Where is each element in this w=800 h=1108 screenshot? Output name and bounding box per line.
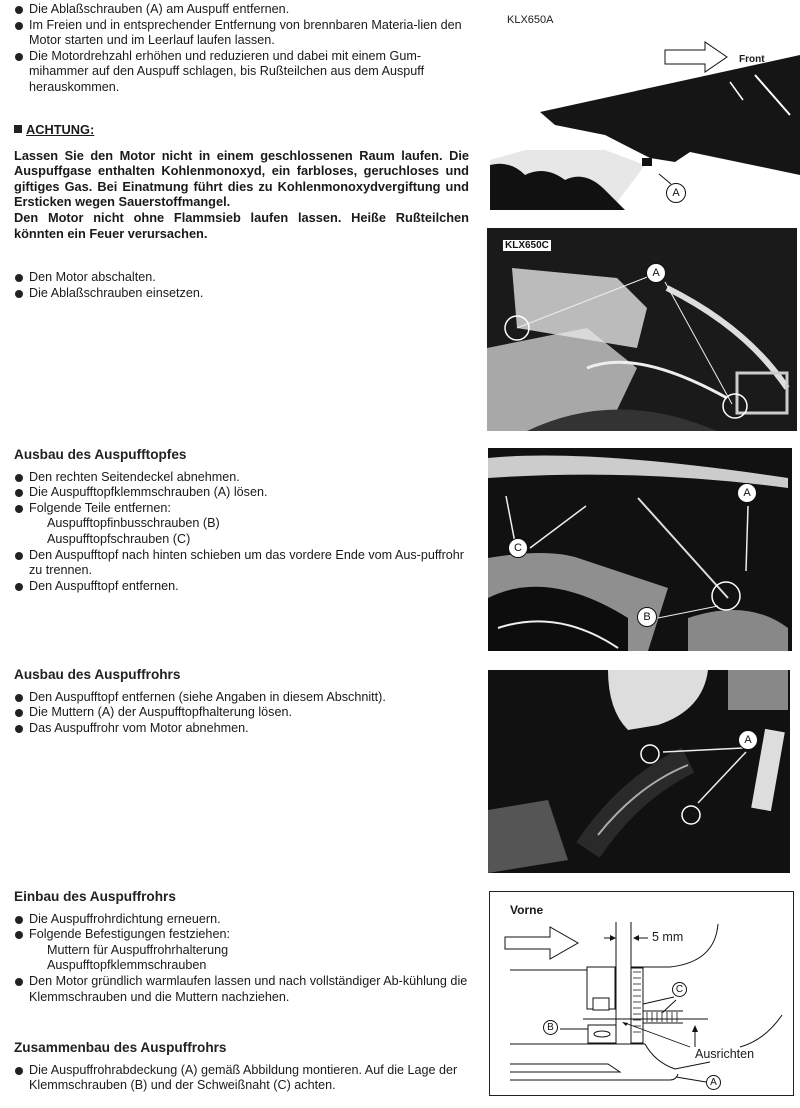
- model-label: KLX650C: [505, 240, 549, 251]
- step: Die Ablaßschrauben (A) am Auspuff entfernen.: [14, 2, 469, 18]
- warning-paragraph-1: Lassen Sie den Motor nicht in einem geschlossenen Raum laufen. Die Auspuffgase enthalten Kohlenmonoxyd, ein farbloses, geruchloses und giftiges Gas. Bei Einatmung führt dies zu Kohlenmonoxydvergiftung und Ersticken wegen Sauerstoffmangel.: [14, 147, 469, 210]
- warning-title: ACHTUNG:: [14, 122, 469, 138]
- callout-a: A: [646, 263, 666, 283]
- section-pipe-removal: [14, 667, 469, 736]
- figure-4: [488, 670, 790, 873]
- callout-a: A: [738, 730, 758, 750]
- callout-c: C: [508, 538, 528, 558]
- model-label: KLX650A: [507, 14, 554, 26]
- dimension-label: 5 mm: [652, 930, 684, 944]
- step: Den Auspufftopf entfernen.: [14, 579, 469, 595]
- callout-b: B: [637, 607, 657, 627]
- exhaust-photo: [485, 0, 800, 222]
- step: Folgende Teile entfernen:: [14, 501, 469, 517]
- sub-item: Auspufftopfklemmschrauben: [47, 958, 207, 973]
- step: Den rechten Seitendeckel abnehmen.: [14, 470, 469, 486]
- warning-box: [14, 122, 469, 241]
- sub-item: Auspufftopfschrauben (C): [47, 531, 191, 546]
- callout-a: A: [737, 483, 757, 503]
- section-title: Zusammenbau des Auspuffrohrs: [14, 1040, 227, 1055]
- align-label: Ausrichten: [695, 1047, 755, 1061]
- step: Die Ablaßschrauben einsetzen.: [14, 286, 469, 302]
- step: Den Motor abschalten.: [14, 270, 469, 286]
- step: Den Auspufftopf entfernen (siehe Angaben in diesem Abschnitt).: [14, 690, 469, 706]
- intro-steps: [14, 2, 469, 96]
- step: Die Motordrehzahl erhöhen und reduzieren und dabei mit einem Gum-mihammer auf den Auspuff schlagen, bis Rußteilchen aus dem Auspuff herauskommen.: [14, 49, 469, 96]
- callout-b: B: [543, 1020, 558, 1035]
- front-label: Front: [739, 54, 765, 65]
- section-muffler-removal: [14, 447, 469, 594]
- muffler-photo: [487, 228, 797, 431]
- step: Folgende Befestigungen festziehen:: [14, 927, 469, 943]
- step: Den Auspufftopf nach hinten schieben um das vordere Ende vom Aus-puffrohr zu trennen.: [14, 548, 469, 579]
- step: Die Auspufftopfklemmschrauben (A) lösen.: [14, 485, 469, 501]
- callout-a: A: [666, 183, 686, 203]
- sub-item: Muttern für Auspuffrohrhalterung: [47, 942, 229, 957]
- sub-item: Auspufftopfinbusschrauben (B): [47, 516, 220, 531]
- step: Das Auspuffrohr vom Motor abnehmen.: [14, 721, 469, 737]
- section-pipe-installation: [14, 889, 469, 1005]
- figure-3: [488, 448, 792, 651]
- pipe-cover-diagram: [490, 892, 793, 1095]
- callout-a: A: [706, 1075, 721, 1090]
- warning-paragraph-2: Den Motor nicht ohne Flammsieb laufen lassen. Heiße Rußteilchen könnten ein Feuer verursachen.: [14, 209, 469, 241]
- section-title: Einbau des Auspuffrohrs: [14, 889, 176, 904]
- step: Die Muttern (A) der Auspufftopfhalterung lösen.: [14, 705, 469, 721]
- exhaust-pipe-photo: [488, 670, 790, 873]
- figure-5-diagram: [489, 891, 794, 1096]
- front-arrow-icon: [665, 42, 727, 72]
- callout-c: C: [672, 982, 687, 997]
- figure-1: [485, 0, 800, 222]
- step: Die Auspuffrohrabdeckung (A) gemäß Abbildung montieren. Auf die Lage der Klemmschrauben (B) und der Schweißnaht (C) achten.: [14, 1063, 469, 1094]
- step: Den Motor gründlich warmlaufen lassen und nach vollständiger Ab-kühlung die Klemmschrauben und die Muttern nachziehen.: [14, 974, 469, 1005]
- warning-square-icon: [14, 125, 22, 133]
- section-title: Ausbau des Auspufftopfes: [14, 447, 187, 462]
- front-label: Vorne: [510, 903, 544, 917]
- section-pipe-assembly: [14, 1040, 469, 1094]
- step: Im Freien und in entsprechender Entfernung von brennbaren Materia-lien den Motor starten und im Leerlauf laufen lassen.: [14, 18, 469, 49]
- step: Die Auspuffrohrdichtung erneuern.: [14, 912, 469, 928]
- front-arrow-icon: [505, 927, 578, 959]
- after-steps: [14, 270, 469, 301]
- section-title: Ausbau des Auspuffrohrs: [14, 667, 181, 682]
- figure-2: [487, 228, 797, 431]
